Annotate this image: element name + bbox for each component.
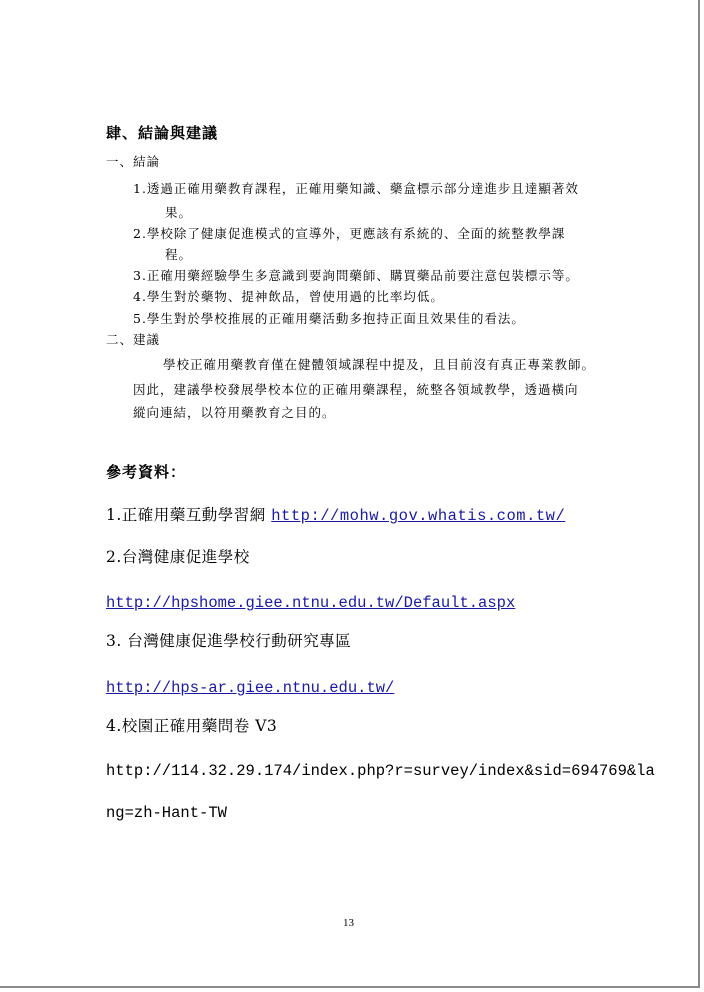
conclusion-heading: 一、結論	[106, 154, 161, 169]
reference-3-link[interactable]: http://hps-ar.giee.ntnu.edu.tw/	[106, 679, 395, 697]
page-number: 13	[343, 917, 354, 929]
reference-4-url-line-1: http://114.32.29.174/index.php?r=survey/index&sid=694769&la	[106, 762, 655, 780]
conclusion-item-5: 5.學生對於學校推展的正確用藥活動多抱持正面且效果佳的看法。	[133, 311, 525, 326]
reference-4-label: 4.校園正確用藥問卷 V3	[106, 717, 278, 735]
reference-1-link[interactable]: http://mohw.gov.whatis.com.tw/	[271, 507, 566, 525]
suggestion-line-1: 學校正確用藥教育僅在健體領域課程中提及，且目前沒有真正專業教師。	[163, 357, 596, 372]
conclusion-item-1: 1.透過正確用藥教育課程，正確用藥知識、藥盒標示部分達進步且達顯著效	[133, 181, 579, 196]
conclusion-item-2: 2.學校除了健康促進模式的宣導外，更應該有系統的、全面的統整教學課	[133, 226, 566, 241]
suggestion-line-2: 因此，建議學校發展學校本位的正確用藥課程，統整各領域教學，透過橫向	[133, 382, 579, 397]
reference-3	[106, 677, 394, 697]
reference-1	[106, 508, 565, 525]
reference-3-label: 3. 台灣健康促進學校行動研究專區	[106, 632, 352, 650]
section-title: 肆、結論與建議	[106, 124, 219, 142]
reference-2-link[interactable]: http://hpshome.giee.ntnu.edu.tw/Default.aspx	[106, 594, 516, 612]
conclusion-item-4: 4.學生對於藥物、提神飲品，曾使用過的比率均低。	[133, 289, 444, 304]
reference-1-label: 1.正確用藥互動學習網	[106, 506, 266, 524]
conclusion-item-2-cont: 程。	[165, 247, 193, 262]
reference-2-label: 2.台灣健康促進學校	[106, 548, 250, 566]
conclusion-item-1-cont: 果。	[165, 205, 193, 220]
reference-4-url-line-2: ng=zh-Hant-TW	[106, 804, 227, 822]
suggestion-heading: 二、建議	[106, 332, 161, 347]
conclusion-item-3: 3.正確用藥經驗學生多意識到要詢問藥師、購買藥品前要注意包裝標示等。	[133, 268, 579, 283]
reference-2	[106, 592, 515, 612]
suggestion-line-3: 縱向連結，以符用藥教育之目的。	[133, 405, 336, 420]
references-title: 參考資料：	[106, 463, 187, 481]
